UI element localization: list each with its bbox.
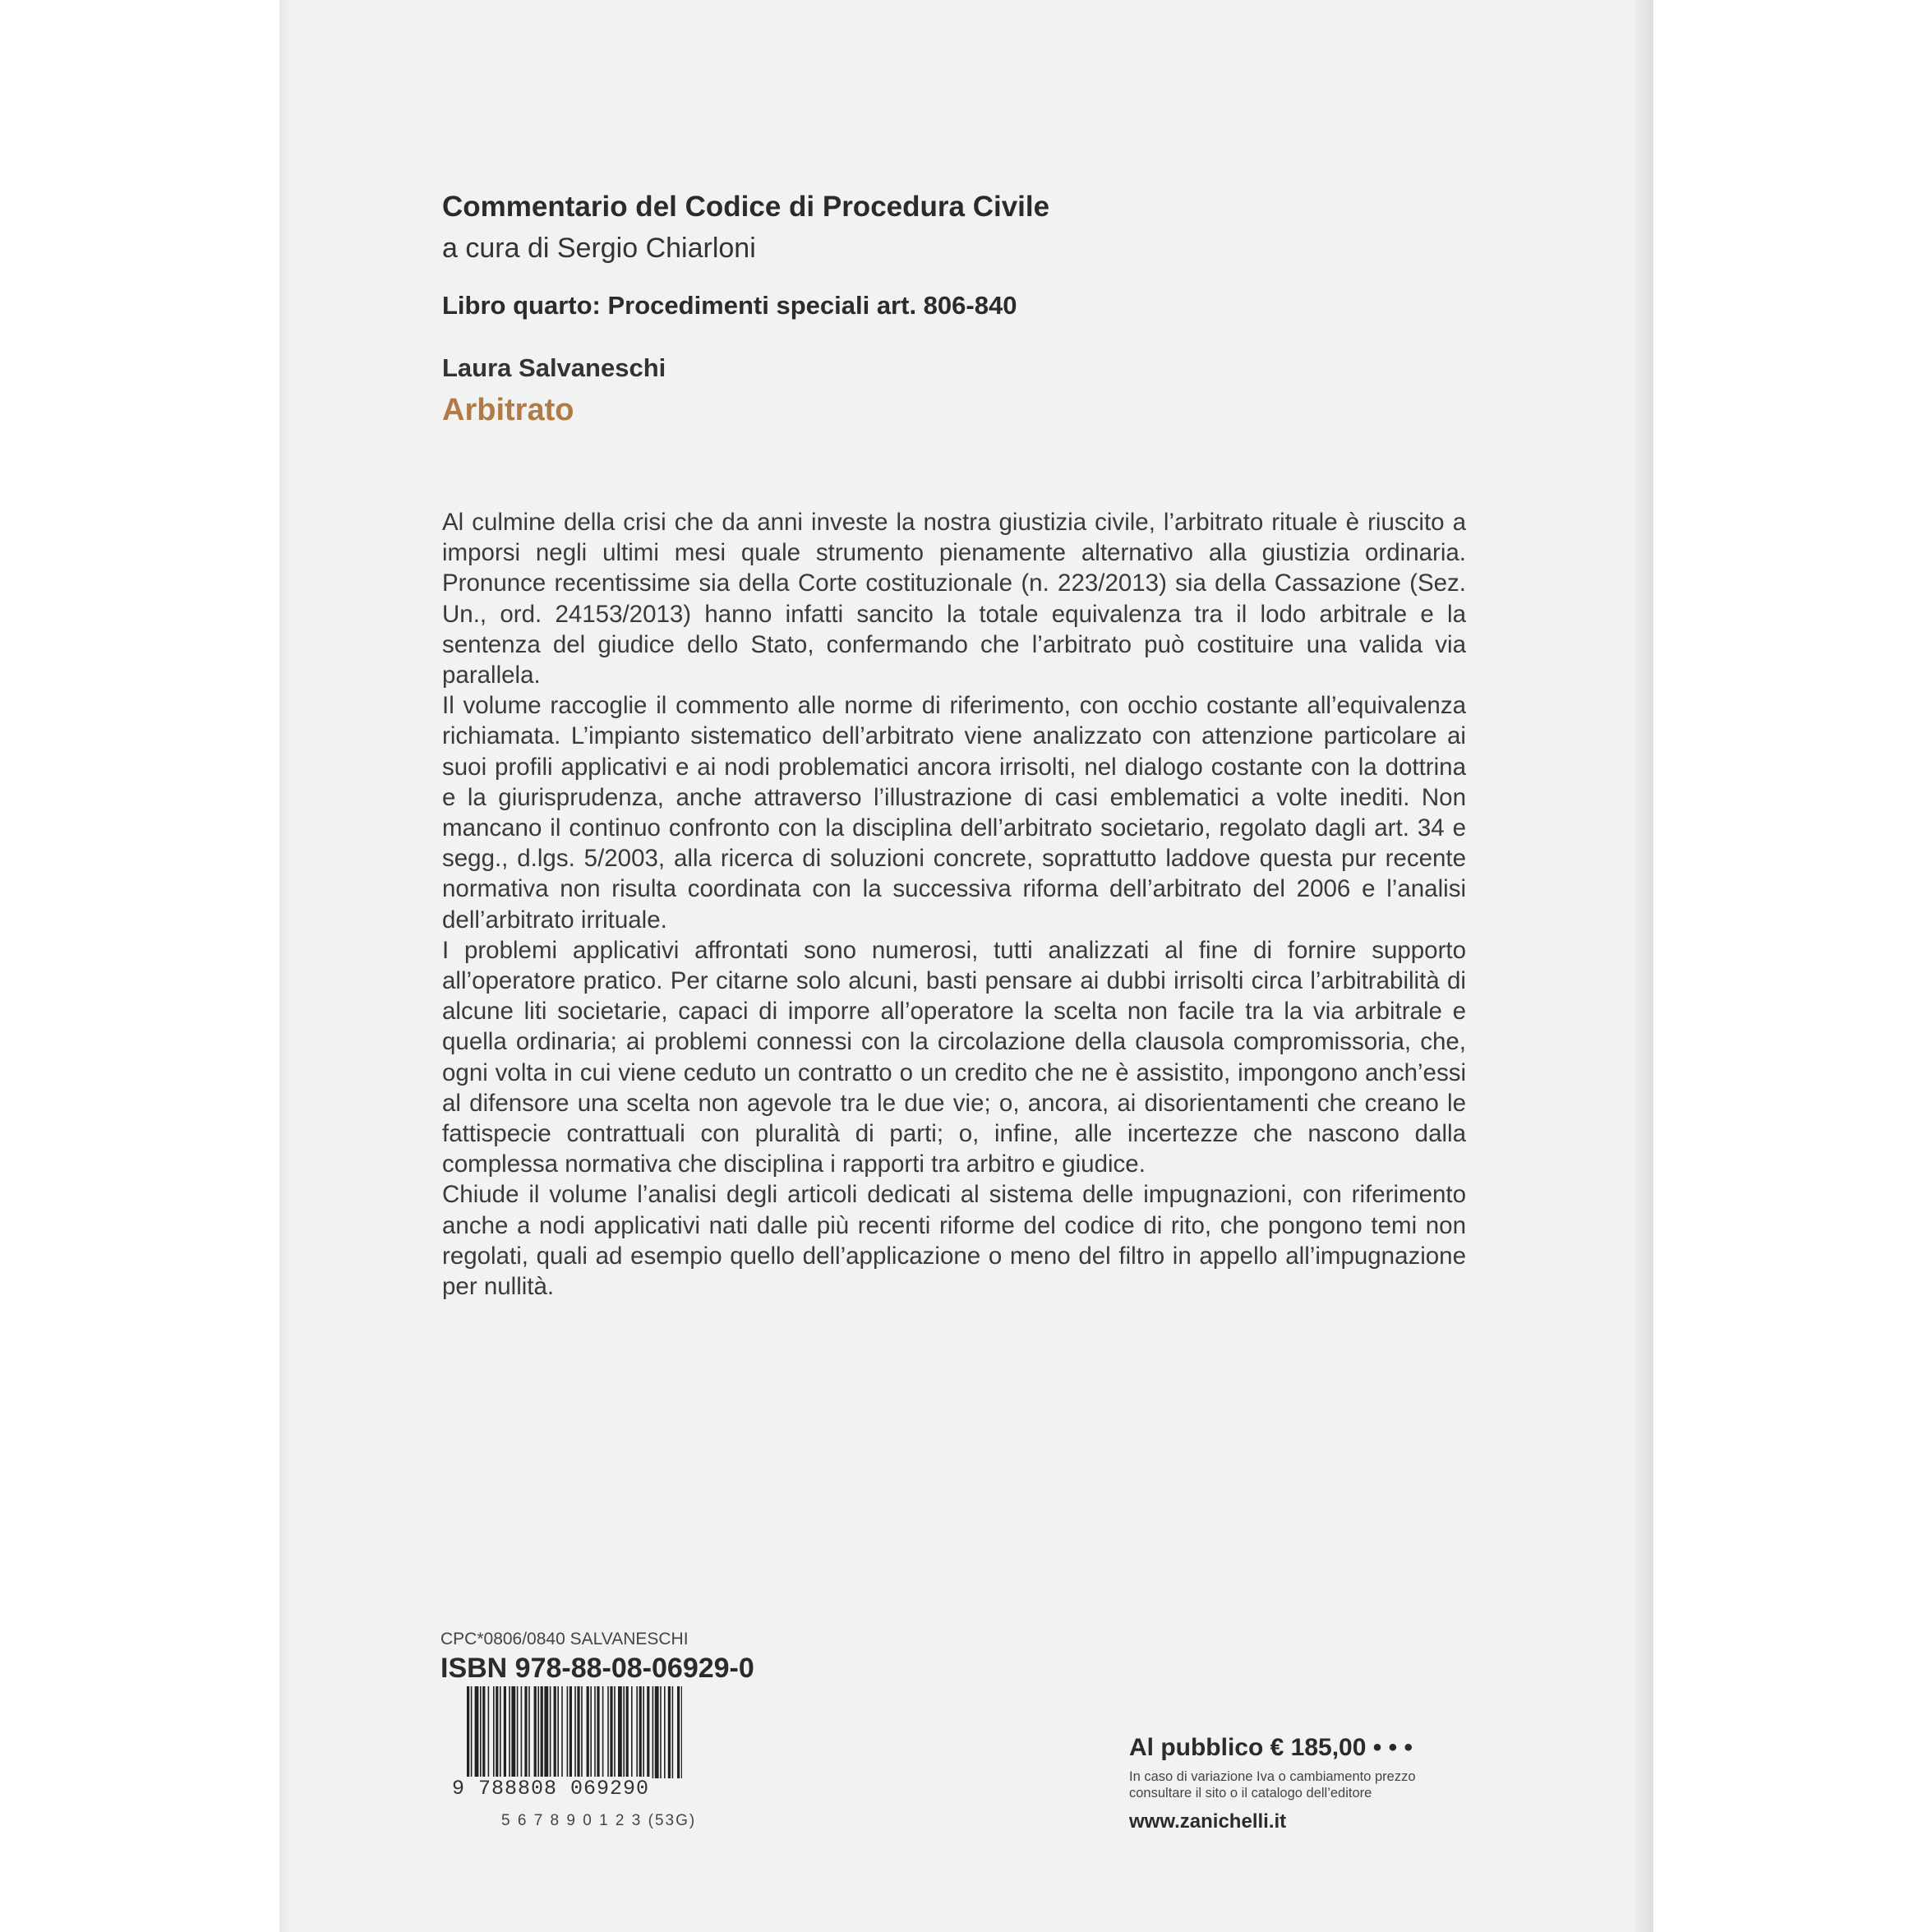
isbn-label: ISBN 978-88-08-06929-0: [440, 1653, 754, 1684]
addon-code: 5 6 7 8 9 0 1 2 3 (53G): [501, 1812, 697, 1829]
catalog-code: CPC*0806/0840 SALVANESCHI: [440, 1630, 689, 1648]
barcode-image: [467, 1686, 682, 1791]
author-name: Laura Salvaneschi: [442, 353, 666, 382]
price-note: In caso di variazione Iva o cambiamento prezzo consultare il sito o il catalogo dell’editore: [1129, 1769, 1416, 1801]
blurb-paragraph: Al culmine della crisi che da anni investe la nostra giustizia civile, l’arbitrato rituale è riuscito a imporsi negli ultimi mesi quale strumento pienamente alternativo alla giustizia ordinaria. Pronunce recentissime sia della Corte costituzionale (n. 223/2013) sia della Cassazione (Sez. Un., ord. 24153/2013) hanno infatti sancito la totale equivalenza tra il lodo arbitrale e la sentenza del giudice dello Stato, confermando che l’arbitrato può costituire una valida via parallela.: [442, 509, 1466, 689]
editor-line: a cura di Sergio Chiarloni: [442, 233, 756, 264]
cover-edge-shadow: [1635, 0, 1653, 1932]
book-title: Arbitrato: [442, 393, 574, 427]
blurb-text: [442, 507, 1466, 1302]
blurb-paragraph: I problemi applicativi affrontati sono numerosi, tutti analizzati al fine di fornire supporto all’operatore pratico. Per citarne solo alcuni, basti pensare ai dubbi irrisolti circa l’arbitrabilità di alcune liti societarie, capaci di imporre all’operatore la scelta non facile tra la via arbitrale e quella ordinaria; ai problemi connessi con la circolazione della clausola compromissoria, che, ogni volta in cui viene ceduto un contratto o un credito che ne è assistito, impongono anch’essi al difensore una scelta non agevole tra le due vie; o, ancora, ai disorientamenti che creano le fattispecie contrattuali con pluralità di parti; o, infine, alle incertezze che nascono dalla complessa normativa che disciplina i rapporti tra arbitro e giudice.: [442, 936, 1466, 1178]
blurb-paragraph: Chiude il volume l’analisi degli articoli dedicati al sistema delle impugnazioni, con riferimento anche a nodi applicativi nati dalle più recenti riforme del codice di rito, che pongono temi non regolati, quali ad esempio quello dell’applicazione o meno del filtro in appello all’impugnazione per nullità.: [442, 1181, 1466, 1301]
blurb-paragraph: Il volume raccoglie il commento alle norme di riferimento, con occhio costante all’equivalenza richiamata. L’impianto sistematico dell’arbitrato viene analizzato con attenzione particolare ai suoi profili applicativi e ai nodi problematici ancora irrisolti, nel dialogo costante con la dottrina e la giurisprudenza, anche attraverso l’illustrazione di casi emblematici a volte inediti. Non mancano il continuo confronto con la disciplina dell’arbitrato societario, regolato dagli art. 34 e segg., d.lgs. 5/2003, alla ricerca di soluzioni concrete, soprattutto laddove questa pur recente normativa non risulta coordinata con la successiva riforma dell’arbitrato del 2006 e l’analisi dell’arbitrato irrituale.: [442, 692, 1466, 934]
volume-line: Libro quarto: Procedimenti speciali art. 806-840: [442, 291, 1017, 320]
series-title: Commentario del Codice di Procedura Civile: [442, 191, 1050, 223]
price-label: Al pubblico € 185,00 • • •: [1129, 1734, 1413, 1761]
barcode-number: 9 788808 069290: [452, 1777, 650, 1801]
publisher-website: www.zanichelli.it: [1129, 1810, 1287, 1833]
